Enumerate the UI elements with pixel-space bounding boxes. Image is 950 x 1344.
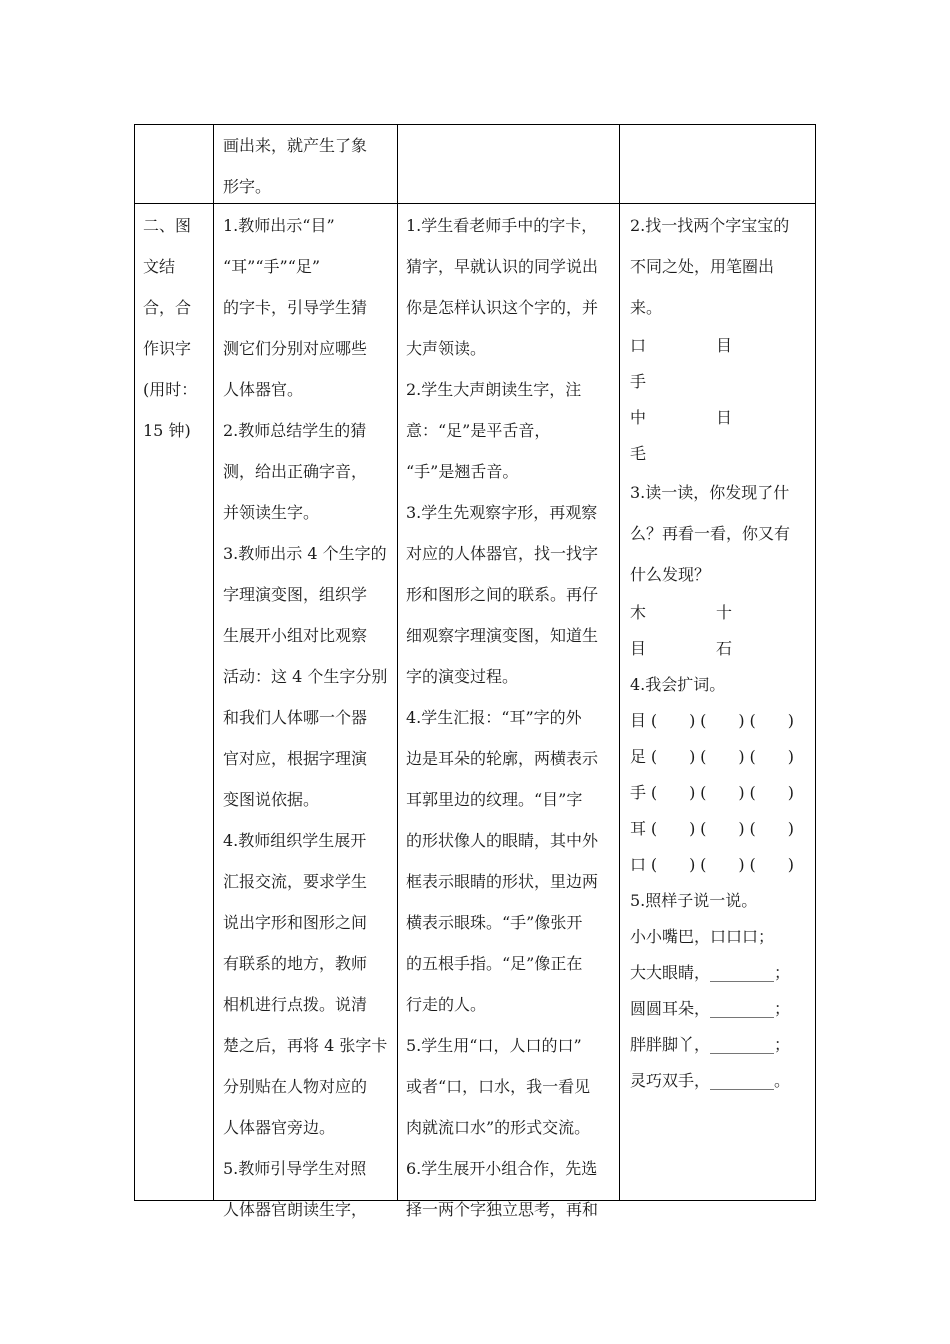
column-divider: [397, 125, 398, 1200]
blank: ( ): [650, 747, 696, 766]
text-line: 6.学生展开小组合作，先选: [406, 1159, 598, 1178]
text-line: 并领读生字。: [223, 503, 320, 522]
text-line: 作识字: [143, 339, 192, 358]
text-line: 有联系的地方，教师: [223, 954, 368, 973]
text-line: 小小嘴巴，口口口；: [630, 927, 775, 946]
text-line: 框表示眼睛的形状，里边两: [406, 872, 599, 891]
text-line: 活动：这 4 个生字分别: [223, 667, 388, 686]
teacher-activity-cell: [223, 205, 393, 1230]
char-pair: [630, 328, 810, 364]
blank: ( ): [749, 783, 794, 802]
text-line: 对应的人体器官，找一找字: [406, 544, 599, 563]
char: 十: [716, 603, 733, 622]
text-line: 3.读一读，你发现了什: [630, 483, 790, 502]
text-line: 2.教师总结学生的猜: [223, 421, 367, 440]
text-line: 二、图: [143, 216, 192, 235]
text-line: 15 钟): [143, 421, 191, 440]
char: 目: [630, 711, 647, 730]
text-line: 大大眼睛，________；: [630, 963, 791, 982]
text-line: 1.教师出示“目”: [223, 216, 335, 235]
text-line: 测它们分别对应哪些: [223, 339, 368, 358]
char: 手: [630, 783, 647, 802]
text-line: 人体器官旁边。: [223, 1118, 336, 1137]
text-line: 大声领读。: [406, 339, 487, 358]
char: 日: [716, 408, 733, 427]
text-line: 和我们人体哪一个器: [223, 708, 368, 727]
section-title-cell: [143, 205, 207, 451]
text-line: 2.学生大声朗读生字，注: [406, 380, 582, 399]
char: 毛: [630, 444, 647, 463]
text-line: 胖胖脚丫，________；: [630, 1035, 791, 1054]
char-pair: [630, 631, 810, 667]
text-line: 的五根手指。“足”像正在: [406, 954, 583, 973]
text-line: 不同之处，用笔圈出: [630, 257, 775, 276]
text-line: 合，合: [143, 298, 192, 317]
blank: ( ): [650, 855, 696, 874]
text-line: 测，给出正确字音，: [223, 462, 368, 481]
char-pair: [630, 400, 810, 436]
text-line: 汇报交流，要求学生: [223, 872, 368, 891]
text-line: 灵巧双手，________。: [630, 1071, 791, 1090]
text-line: 肉就流口水”的形式交流。: [406, 1118, 591, 1137]
blank: ( ): [650, 711, 696, 730]
column-divider: [213, 125, 214, 1200]
exercise-title: 5.照样子说一说。: [630, 891, 758, 910]
blank: ( ): [700, 855, 745, 874]
text-line: 择一两个字独立思考，再和: [406, 1200, 599, 1219]
text-line: 形和图形之间的联系。再仔: [406, 585, 599, 604]
char: 口: [630, 336, 647, 355]
blank: ( ): [700, 819, 745, 838]
text-line: 的字卡，引导学生猜: [223, 298, 368, 317]
char: 口: [630, 855, 647, 874]
char: 手: [630, 372, 647, 391]
char: 目: [630, 639, 647, 658]
text-line: 形字。: [223, 177, 272, 196]
char: 木: [630, 603, 647, 622]
text-line: 猜字，早就认识的同学说出: [406, 257, 599, 276]
text-line: 官对应，根据字理演: [223, 749, 368, 768]
text-line: 5.教师引导学生对照: [223, 1159, 367, 1178]
word-expansion-row: [630, 775, 794, 811]
text-line: 1.学生看老师手中的字卡，: [406, 216, 598, 235]
text-line: 来。: [630, 298, 663, 317]
blank: ( ): [749, 819, 794, 838]
text-line: 的形状像人的眼睛，其中外: [406, 831, 599, 850]
char: 耳: [630, 819, 647, 838]
word-expansion-row: [630, 739, 794, 775]
word-expansion-row: [630, 847, 794, 883]
text-line: 分别贴在人物对应的: [223, 1077, 368, 1096]
blank: ( ): [700, 711, 745, 730]
text-line: 变图说依据。: [223, 790, 320, 809]
lesson-plan-table: [134, 124, 816, 1219]
text-line: 或者“口，口水，我一看见: [406, 1077, 591, 1096]
text-line: 画出来，就产生了象: [223, 136, 368, 155]
text-line: 圆圆耳朵，________；: [630, 999, 791, 1018]
text-line: 5.学生用“口，人口的口”: [406, 1036, 582, 1055]
text-line: 字的演变过程。: [406, 667, 519, 686]
text-line: 3.教师出示 4 个生字的: [223, 544, 387, 563]
text-line: 人体器官朗读生字，: [223, 1200, 368, 1219]
text-line: 楚之后，再将 4 张字卡: [223, 1036, 388, 1055]
text-line: 横表示眼珠。“手”像张开: [406, 913, 583, 932]
char: 足: [630, 747, 647, 766]
text-line: 边是耳朵的轮廓，两横表示: [406, 749, 599, 768]
text-line: “耳”“手”“足”: [223, 257, 321, 276]
char: 目: [716, 336, 733, 355]
text-line: 么？再看一看，你又有: [630, 524, 791, 543]
text-line: 4.学生汇报：“耳”字的外: [406, 708, 582, 727]
text-line: 文结: [143, 257, 176, 276]
exercise-cell: [630, 205, 810, 1099]
blank: ( ): [650, 819, 696, 838]
blank: ( ): [749, 711, 794, 730]
text-line: 4.教师组织学生展开: [223, 831, 367, 850]
word-expansion-row: [630, 811, 794, 847]
text-line: 细观察字理演变图，知道生: [406, 626, 599, 645]
blank: ( ): [650, 783, 696, 802]
text-line: 人体器官。: [223, 380, 304, 399]
text-line: “手”是翘舌音。: [406, 462, 519, 481]
blank: ( ): [749, 855, 794, 874]
text-line: 行走的人。: [406, 995, 487, 1014]
blank: ( ): [749, 747, 794, 766]
row1-teacher-cell: [223, 125, 393, 207]
text-line: (用时：: [143, 380, 198, 399]
exercise-title: 4.我会扩词。: [630, 675, 726, 694]
blank: ( ): [700, 747, 745, 766]
text-line: 说出字形和图形之间: [223, 913, 368, 932]
blank: ( ): [700, 783, 745, 802]
char-pair: [630, 436, 810, 472]
text-line: 你是怎样认识这个字的，并: [406, 298, 599, 317]
text-line: 意：“足”是平舌音，: [406, 421, 551, 440]
text-line: 相机进行点拨。说清: [223, 995, 368, 1014]
text-line: 耳郭里边的纹理。“目”字: [406, 790, 583, 809]
text-line: 生展开小组对比观察: [223, 626, 368, 645]
char: 中: [630, 408, 647, 427]
column-divider: [619, 125, 620, 1200]
word-expansion-row: [630, 703, 794, 739]
text-line: 字理演变图，组织学: [223, 585, 368, 604]
char-pair: [630, 595, 810, 631]
text-line: 2.找一找两个字宝宝的: [630, 216, 790, 235]
text-line: 3.学生先观察字形，再观察: [406, 503, 598, 522]
student-activity-cell: [406, 205, 616, 1230]
text-line: 什么发现？: [630, 565, 711, 584]
char-pair: [630, 364, 810, 400]
char: 石: [716, 639, 733, 658]
